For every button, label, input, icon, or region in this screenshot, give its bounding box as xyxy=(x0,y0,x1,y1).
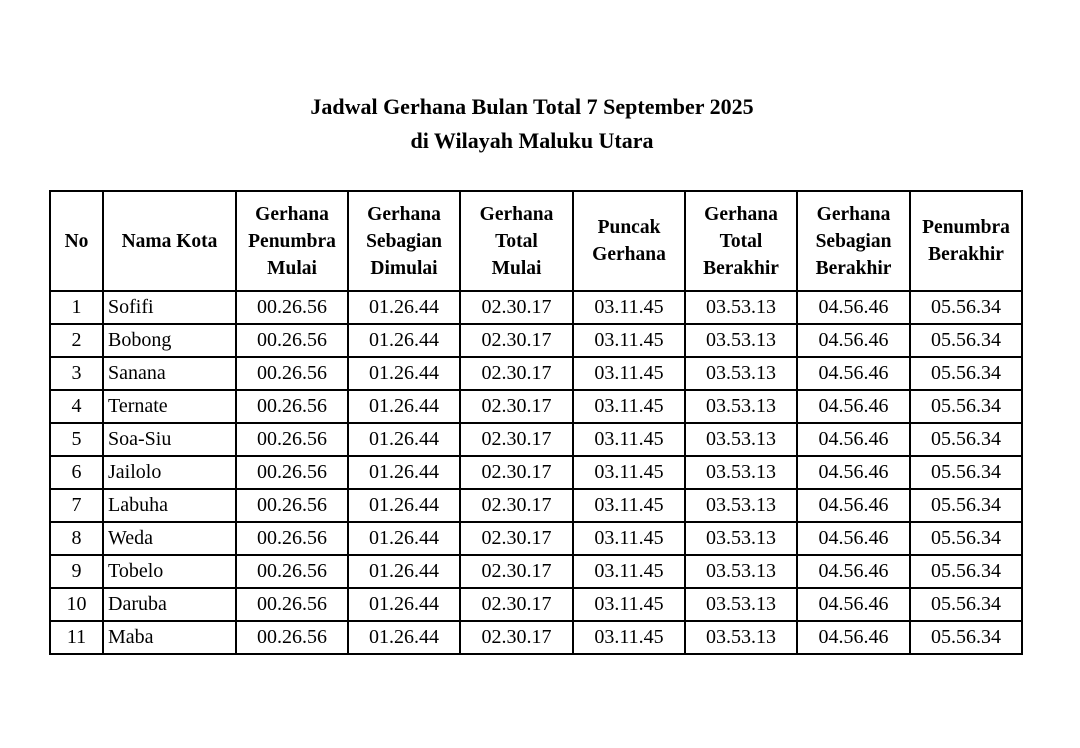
cell-sebagian-berakhir: 04.56.46 xyxy=(797,324,910,357)
cell-penumbra-mulai: 00.26.56 xyxy=(236,621,348,654)
cell-penumbra-berakhir: 05.56.34 xyxy=(910,390,1022,423)
cell-puncak-gerhana: 03.11.45 xyxy=(573,357,685,390)
cell-nama-kota: Jailolo xyxy=(103,456,236,489)
cell-penumbra-mulai: 00.26.56 xyxy=(236,357,348,390)
table-row xyxy=(50,357,1022,390)
cell-total-mulai: 02.30.17 xyxy=(460,357,573,390)
cell-nama-kota: Maba xyxy=(103,621,236,654)
cell-sebagian-dimulai: 01.26.44 xyxy=(348,555,460,588)
cell-penumbra-mulai: 00.26.56 xyxy=(236,588,348,621)
cell-total-berakhir: 03.53.13 xyxy=(685,489,797,522)
cell-penumbra-berakhir: 05.56.34 xyxy=(910,489,1022,522)
cell-total-berakhir: 03.53.13 xyxy=(685,621,797,654)
cell-nama-kota: Labuha xyxy=(103,489,236,522)
cell-total-mulai: 02.30.17 xyxy=(460,555,573,588)
cell-sebagian-dimulai: 01.26.44 xyxy=(348,357,460,390)
cell-penumbra-mulai: 00.26.56 xyxy=(236,291,348,324)
cell-puncak-gerhana: 03.11.45 xyxy=(573,324,685,357)
cell-penumbra-berakhir: 05.56.34 xyxy=(910,324,1022,357)
cell-no: 6 xyxy=(50,456,103,489)
cell-total-berakhir: 03.53.13 xyxy=(685,555,797,588)
cell-total-berakhir: 03.53.13 xyxy=(685,423,797,456)
cell-nama-kota: Soa-Siu xyxy=(103,423,236,456)
table-row xyxy=(50,324,1022,357)
cell-puncak-gerhana: 03.11.45 xyxy=(573,489,685,522)
cell-sebagian-berakhir: 04.56.46 xyxy=(797,621,910,654)
cell-total-berakhir: 03.53.13 xyxy=(685,456,797,489)
table-row xyxy=(50,621,1022,654)
cell-sebagian-berakhir: 04.56.46 xyxy=(797,291,910,324)
cell-sebagian-berakhir: 04.56.46 xyxy=(797,423,910,456)
document-subtitle: di Wilayah Maluku Utara xyxy=(410,128,654,153)
cell-nama-kota: Ternate xyxy=(103,390,236,423)
cell-penumbra-mulai: 00.26.56 xyxy=(236,555,348,588)
cell-no: 2 xyxy=(50,324,103,357)
eclipse-schedule-table xyxy=(49,190,1023,655)
cell-penumbra-berakhir: 05.56.34 xyxy=(910,357,1022,390)
cell-total-mulai: 02.30.17 xyxy=(460,324,573,357)
cell-total-mulai: 02.30.17 xyxy=(460,489,573,522)
cell-puncak-gerhana: 03.11.45 xyxy=(573,390,685,423)
cell-puncak-gerhana: 03.11.45 xyxy=(573,456,685,489)
cell-total-mulai: 02.30.17 xyxy=(460,621,573,654)
cell-penumbra-mulai: 00.26.56 xyxy=(236,456,348,489)
header-nama-kota: Nama Kota xyxy=(103,191,236,291)
cell-sebagian-dimulai: 01.26.44 xyxy=(348,588,460,621)
cell-total-berakhir: 03.53.13 xyxy=(685,588,797,621)
cell-sebagian-berakhir: 04.56.46 xyxy=(797,456,910,489)
header-total-berakhir: Gerhana Total Berakhir xyxy=(685,191,797,291)
cell-sebagian-dimulai: 01.26.44 xyxy=(348,324,460,357)
cell-sebagian-berakhir: 04.56.46 xyxy=(797,357,910,390)
cell-total-berakhir: 03.53.13 xyxy=(685,390,797,423)
cell-total-mulai: 02.30.17 xyxy=(460,522,573,555)
cell-penumbra-berakhir: 05.56.34 xyxy=(910,423,1022,456)
cell-penumbra-mulai: 00.26.56 xyxy=(236,324,348,357)
cell-penumbra-mulai: 00.26.56 xyxy=(236,423,348,456)
cell-nama-kota: Tobelo xyxy=(103,555,236,588)
cell-puncak-gerhana: 03.11.45 xyxy=(573,522,685,555)
cell-nama-kota: Weda xyxy=(103,522,236,555)
cell-sebagian-dimulai: 01.26.44 xyxy=(348,522,460,555)
header-no: No xyxy=(50,191,103,291)
cell-no: 4 xyxy=(50,390,103,423)
cell-sebagian-berakhir: 04.56.46 xyxy=(797,555,910,588)
cell-penumbra-berakhir: 05.56.34 xyxy=(910,621,1022,654)
cell-penumbra-berakhir: 05.56.34 xyxy=(910,456,1022,489)
cell-sebagian-berakhir: 04.56.46 xyxy=(797,588,910,621)
table-header-row xyxy=(50,191,1022,291)
cell-no: 5 xyxy=(50,423,103,456)
cell-puncak-gerhana: 03.11.45 xyxy=(573,555,685,588)
cell-puncak-gerhana: 03.11.45 xyxy=(573,291,685,324)
cell-puncak-gerhana: 03.11.45 xyxy=(573,621,685,654)
cell-no: 8 xyxy=(50,522,103,555)
cell-no: 10 xyxy=(50,588,103,621)
cell-total-berakhir: 03.53.13 xyxy=(685,357,797,390)
table-row xyxy=(50,522,1022,555)
table-row xyxy=(50,489,1022,522)
header-sebagian-berakhir: Gerhana Sebagian Berakhir xyxy=(797,191,910,291)
cell-total-berakhir: 03.53.13 xyxy=(685,324,797,357)
document-title: Jadwal Gerhana Bulan Total 7 September 2025 xyxy=(310,94,754,119)
cell-nama-kota: Sanana xyxy=(103,357,236,390)
table-body xyxy=(50,291,1022,654)
cell-sebagian-dimulai: 01.26.44 xyxy=(348,456,460,489)
cell-puncak-gerhana: 03.11.45 xyxy=(573,423,685,456)
cell-total-mulai: 02.30.17 xyxy=(460,588,573,621)
cell-total-mulai: 02.30.17 xyxy=(460,423,573,456)
cell-no: 9 xyxy=(50,555,103,588)
cell-penumbra-berakhir: 05.56.34 xyxy=(910,555,1022,588)
cell-sebagian-dimulai: 01.26.44 xyxy=(348,489,460,522)
cell-sebagian-berakhir: 04.56.46 xyxy=(797,522,910,555)
cell-no: 1 xyxy=(50,291,103,324)
table-row xyxy=(50,456,1022,489)
cell-total-berakhir: 03.53.13 xyxy=(685,522,797,555)
cell-no: 3 xyxy=(50,357,103,390)
cell-sebagian-dimulai: 01.26.44 xyxy=(348,390,460,423)
table-row xyxy=(50,588,1022,621)
cell-penumbra-berakhir: 05.56.34 xyxy=(910,291,1022,324)
header-sebagian-dimulai: Gerhana Sebagian Dimulai xyxy=(348,191,460,291)
table-row xyxy=(50,390,1022,423)
cell-puncak-gerhana: 03.11.45 xyxy=(573,588,685,621)
cell-penumbra-berakhir: 05.56.34 xyxy=(910,522,1022,555)
cell-total-mulai: 02.30.17 xyxy=(460,456,573,489)
cell-total-mulai: 02.30.17 xyxy=(460,390,573,423)
cell-nama-kota: Daruba xyxy=(103,588,236,621)
table-row xyxy=(50,291,1022,324)
cell-nama-kota: Sofifi xyxy=(103,291,236,324)
header-total-mulai: Gerhana Total Mulai xyxy=(460,191,573,291)
cell-sebagian-dimulai: 01.26.44 xyxy=(348,621,460,654)
cell-total-mulai: 02.30.17 xyxy=(460,291,573,324)
cell-no: 11 xyxy=(50,621,103,654)
cell-sebagian-dimulai: 01.26.44 xyxy=(348,291,460,324)
cell-penumbra-berakhir: 05.56.34 xyxy=(910,588,1022,621)
cell-penumbra-mulai: 00.26.56 xyxy=(236,390,348,423)
cell-sebagian-berakhir: 04.56.46 xyxy=(797,390,910,423)
header-penumbra-mulai: Gerhana Penumbra Mulai xyxy=(236,191,348,291)
table-row xyxy=(50,423,1022,456)
cell-penumbra-mulai: 00.26.56 xyxy=(236,489,348,522)
cell-no: 7 xyxy=(50,489,103,522)
cell-nama-kota: Bobong xyxy=(103,324,236,357)
table-row xyxy=(50,555,1022,588)
cell-sebagian-dimulai: 01.26.44 xyxy=(348,423,460,456)
cell-total-berakhir: 03.53.13 xyxy=(685,291,797,324)
cell-sebagian-berakhir: 04.56.46 xyxy=(797,489,910,522)
header-penumbra-berakhir: Penumbra Berakhir xyxy=(910,191,1022,291)
header-puncak-gerhana: Puncak Gerhana xyxy=(573,191,685,291)
cell-penumbra-mulai: 00.26.56 xyxy=(236,522,348,555)
